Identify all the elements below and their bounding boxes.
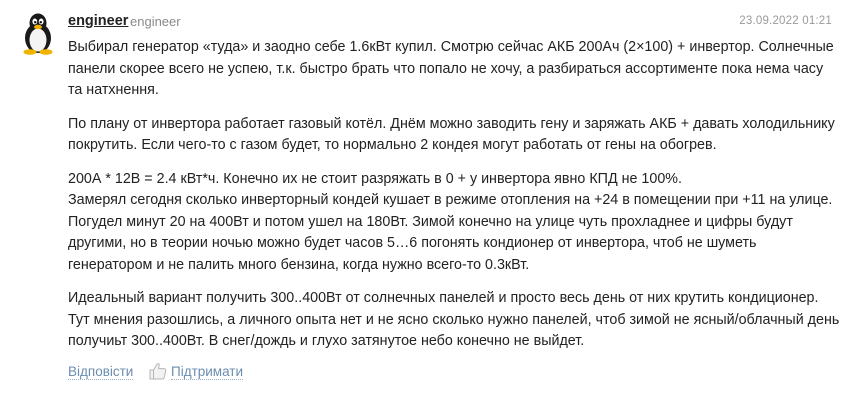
- linux-tux-icon[interactable]: [16, 11, 60, 55]
- text-line: получиьт 300..400Вт. В снег/дождь и глухо затянутое небо конечно не выйдет.: [68, 333, 585, 349]
- text-line: Выбирал генератор «туда» и заодно себе 1.6кВт купил. Смотрю сейчас АКБ 200Ач (2×100) + инвертор. Солнечные: [68, 39, 834, 55]
- text-line: панели скорее всего не успею, т.к. быстро брать что попало не хочу, а разбираться ассортименте пока нема часу: [68, 60, 824, 77]
- text-line: другими, но в теории ночью можно будет часов 5…6 погонять кондионер от инвертора, чтоб не шуметь: [68, 235, 757, 251]
- comment-paragraph: [68, 37, 840, 102]
- comment-paragraph: [68, 114, 840, 157]
- author-link[interactable]: engineer: [68, 13, 129, 29]
- author-login: engineer: [130, 14, 181, 29]
- text-line: Тут мнения разошлись, а личного опыта нет и не ясно сколько нужно панелей, чтоб зимой не ясный/облачный день: [68, 311, 840, 328]
- comment-date: 23.09.2022 01:21: [739, 15, 832, 27]
- comment-paragraph: [68, 169, 840, 277]
- text-line: та натхнення.: [68, 82, 159, 98]
- comment-header: [68, 13, 832, 33]
- thumbs-up-icon[interactable]: [148, 361, 168, 381]
- text-line: 200А * 12В = 2.4 кВт*ч. Конечно их не стоит разряжать в 0 + у инвертора явно КПД не 100%.: [68, 170, 682, 187]
- support-link[interactable]: Підтримати: [171, 364, 244, 379]
- text-line: Замерял сегодня сколько инверторный кондей кушает в режиме отопления на +24 в помещении при +11 на улице.: [68, 192, 833, 208]
- text-line: Погудел минут 20 на 400Вт и потом ушел на 180Вт. Зимой конечно на улице чуть прохладнее и цифры будут: [68, 213, 793, 230]
- text-line: Идеальный вариант получить 300..400Вт от солнечных панелей и просто весь день от них крутить кондиционер.: [68, 290, 819, 306]
- comment-paragraph: [68, 288, 840, 353]
- comment-body: [68, 37, 840, 365]
- text-line: По плану от инвертора работает газовый котёл. Днём можно заводить гену и заряжать АКБ + давать холодильнику: [68, 115, 835, 132]
- reply-link[interactable]: Відповісти: [68, 364, 134, 379]
- text-line: покрутить. Если чего-то с газом будет, то нормально 2 кондея могут работать от гены на обогрев.: [68, 137, 717, 153]
- text-line: генератором и не палить много бензина, когда нужно всего-то 0.3кВт.: [68, 256, 530, 273]
